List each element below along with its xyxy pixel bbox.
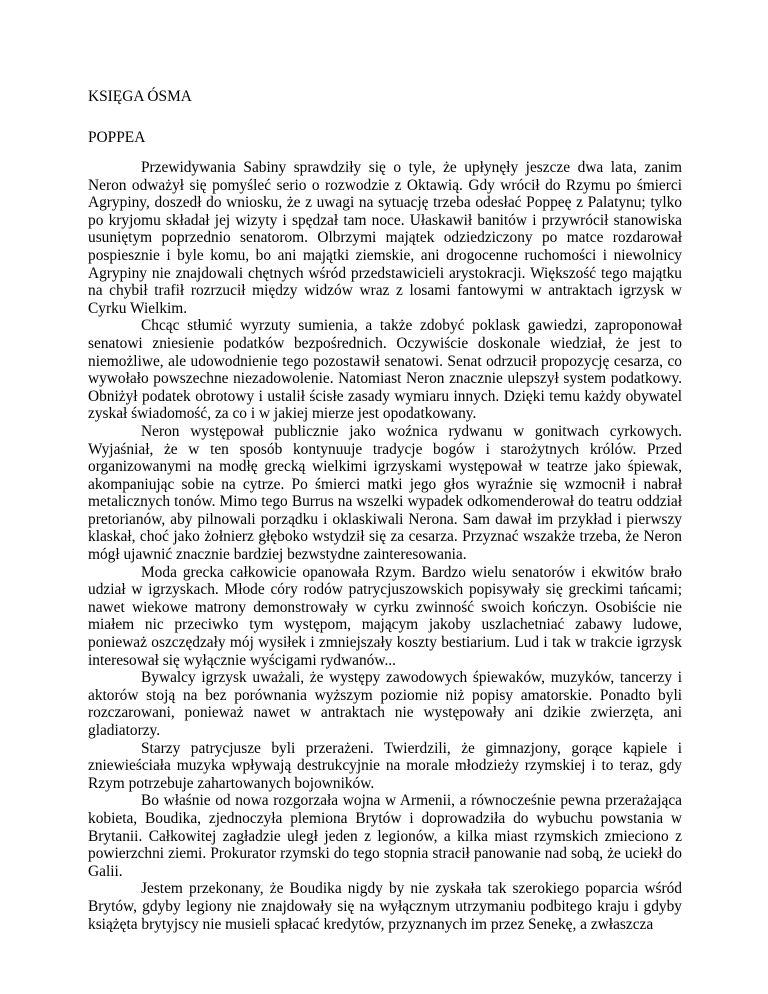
paragraph: Jestem przekonany, że Boudika nigdy by nie zyskała tak szerokiego poparcia wśród Brytów, gdyby legiony nie znajdowały się na wyłącznym utrzymaniu podbitego kraju i gdyby książęta brytyjscy nie musieli spłacać kredytów, przyznanych im przez Senekę, a zwłaszcza	[88, 880, 682, 933]
book-title: KSIĘGA ÓSMA	[88, 88, 192, 105]
paragraph: Bywalcy igrzysk uważali, że występy zawodowych śpiewaków, muzyków, tancerzy i aktorów stoją na bez porównania wyższym poziomie niż popisy amatorskie. Ponadto byli rozczarowani, ponieważ nawet w antraktach nie występowały ani dzikie zwierzęta, ani gladiatorzy.	[88, 669, 682, 739]
chapter-body	[88, 159, 682, 933]
chapter-title: POPPEA	[88, 129, 146, 146]
paragraph: Przewidywania Sabiny sprawdziły się o tyle, że upłynęły jeszcze dwa lata, zanim Neron odważył się pomyśleć serio o rozwodzie z Oktawią. Gdy wrócił do Rzymu po śmierci Agrypiny, doszedł do wniosku, że z uwagi na sytuację trzeba odesłać Poppeę z Palatynu; tylko po kryjomu składał jej wizyty i spędzał tam noce. Ułaskawił banitów i przywrócił stanowiska usuniętym poprzednio senatorom. Olbrzymi majątek odziedziczony po matce rozdarował pospiesznie i byle komu, bo ani majątki ziemskie, ani drogocenne ruchomości i niewolnicy Agrypiny nie znajdowali chętnych wśród przedstawicieli arystokracji. Większość tego majątku na chybił trafił rozrzucił między widzów wraz z losami fantowymi w antraktach igrzysk w Cyrku Wielkim.	[88, 159, 682, 317]
paragraph: Chcąc stłumić wyrzuty sumienia, a także zdobyć poklask gawiedzi, zaproponował senatowi zniesienie podatków bezpośrednich. Oczywiście doskonale wiedział, że jest to niemożliwe, ale udowodnienie tego pozostawił senatowi. Senat odrzucił propozycję cesarza, co wywołało powszechne niezadowolenie. Natomiast Neron znacznie ulepszył system podatkowy. Obniżył podatek obrotowy i ustalił ścisłe zasady wymiaru innych. Dzięki temu każdy obywatel zyskał świadomość, za co i w jakiej mierze jest opodatkowany.	[88, 317, 682, 423]
paragraph: Starzy patrycjusze byli przerażeni. Twierdzili, że gimnazjony, gorące kąpiele i zniewieściała muzyka wpływają destrukcyjnie na morale młodzieży rzymskiej i to teraz, gdy Rzym potrzebuje zahartowanych bojowników.	[88, 739, 682, 792]
paragraph: Moda grecka całkowicie opanowała Rzym. Bardzo wielu senatorów i ekwitów brało udział w igrzyskach. Młode córy rodów patrycjuszowskich popisywały się greckimi tańcami; nawet wiekowe matrony demonstrowały w cyrku zwinność swoich kończyn. Osobiście nie miałem nic przeciwko tym występom, mającym jakoby uszlachetniać zabawy ludowe, ponieważ oszczędzały mój wysiłek i zmniejszały koszty bestiarium. Lud i tak w trakcie igrzysk interesował się wyłącznie wyścigami rydwanów...	[88, 563, 682, 669]
paragraph: Neron występował publicznie jako woźnica rydwanu w gonitwach cyrkowych. Wyjaśniał, że w ten sposób kontynuuje tradycje bogów i starożytnych królów. Przed organizowanymi na modłę grecką wielkimi igrzyskami występował w teatrze jako śpiewak, akompaniując sobie na cytrze. Po śmierci matki jego głos wyraźnie się wzmocnił i nabrał metalicznych tonów. Mimo tego Burrus na wszelki wypadek odkomenderował do teatru oddział pretorianów, aby pilnowali porządku i oklaskiwali Nerona. Sam dawał im przykład i pierwszy klaskał, choć jako żołnierz głęboko wstydził się za cesarza. Przyznać wszakże trzeba, że Neron mógł ujawnić znacznie bardziej bezwstydne zainteresowania.	[88, 422, 682, 564]
paragraph: Bo właśnie od nowa rozgorzała wojna w Armenii, a równocześnie pewna przerażająca kobieta, Boudika, zjednoczyła plemiona Brytów i doprowadziła do wybuchu powstania w Brytanii. Całkowitej zagładzie uległ jeden z legionów, a kilka miast rzymskich zmieciono z powierzchni ziemi. Prokurator rzymski do tego stopnia stracił panowanie nad sobą, że uciekł do Galii.	[88, 792, 682, 880]
